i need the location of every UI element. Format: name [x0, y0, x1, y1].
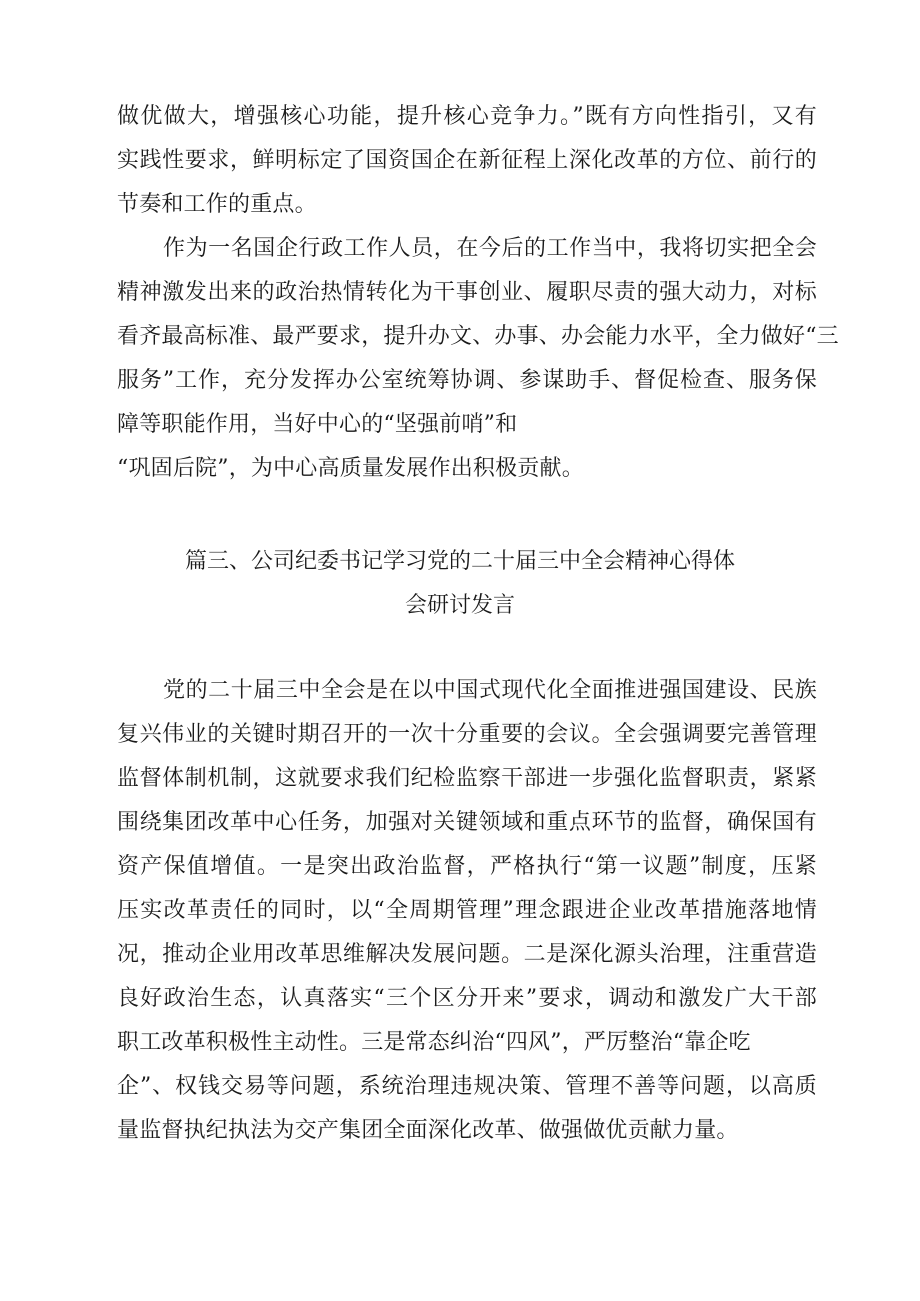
paragraph-line: 节奏和工作的重点。: [117, 192, 317, 217]
paragraph-line: 况，推动企业用改革思维解决发展问题。二是深化源头治理，注重营造: [117, 942, 817, 967]
paragraph-line: 监督体制机制，这就要求我们纪检监察干部进一步强化监督职责，紧紧: [117, 766, 817, 791]
section-heading: 篇三、公司纪委书记学习党的二十届三中全会精神心得体: [184, 549, 735, 574]
paragraph-line: 企”、权钱交易等问题，系统治理违规决策、管理不善等问题，以高质: [117, 1074, 817, 1099]
paragraph-line: 看齐最高标准、最严要求，提升办文、办事、办会能力水平，全力做好“三: [117, 324, 839, 349]
paragraph-line: 围绕集团改革中心任务，加强对关键领域和重点环节的监督，确保国有: [117, 810, 817, 835]
paragraph-line: 党的二十届三中全会是在以中国式现代化全面推进强国建设、民族: [163, 678, 817, 703]
paragraph-line: 精神激发出来的政治热情转化为干事创业、履职尽责的强大动力，对标: [117, 280, 817, 305]
section-heading-continued: 会研讨发言: [404, 593, 515, 618]
paragraph-line: 作为一名国企行政工作人员，在今后的工作当中，我将切实把全会: [163, 236, 817, 261]
paragraph-line: 资产保值增值。一是突出政治监督，严格执行“第一议题”制度，压紧: [117, 854, 817, 879]
paragraph-line: “巩固后院”，为中心高质量发展作出积极贡献。: [117, 456, 584, 481]
paragraph-line: 做优做大，增强核心功能，提升核心竞争力。”既有方向性指引，又有: [117, 104, 817, 129]
paragraph-line: 服务”工作，充分发挥办公室统筹协调、参谋助手、督促检查、服务保: [117, 368, 817, 393]
paragraph-line: 职工改革积极性主动性。三是常态纠治“四风”，严厉整治“靠企吃: [117, 1030, 751, 1055]
paragraph-line: 良好政治生态，认真落实“三个区分开来”要求，调动和激发广大干部: [117, 986, 817, 1011]
paragraph-line: 压实改革责任的同时，以“全周期管理”理念跟进企业改革措施落地情: [117, 898, 817, 923]
paragraph-line: 量监督执纪执法为交产集团全面深化改革、做强做优贡献力量。: [117, 1118, 739, 1143]
paragraph-line: 复兴伟业的关键时期召开的一次十分重要的会议。全会强调要完善管理: [117, 722, 817, 747]
paragraph-line: 障等职能作用，当好中心的“坚强前哨”和: [117, 412, 518, 437]
paragraph-line: 实践性要求，鲜明标定了国资国企在新征程上深化改革的方位、前行的: [117, 148, 817, 173]
